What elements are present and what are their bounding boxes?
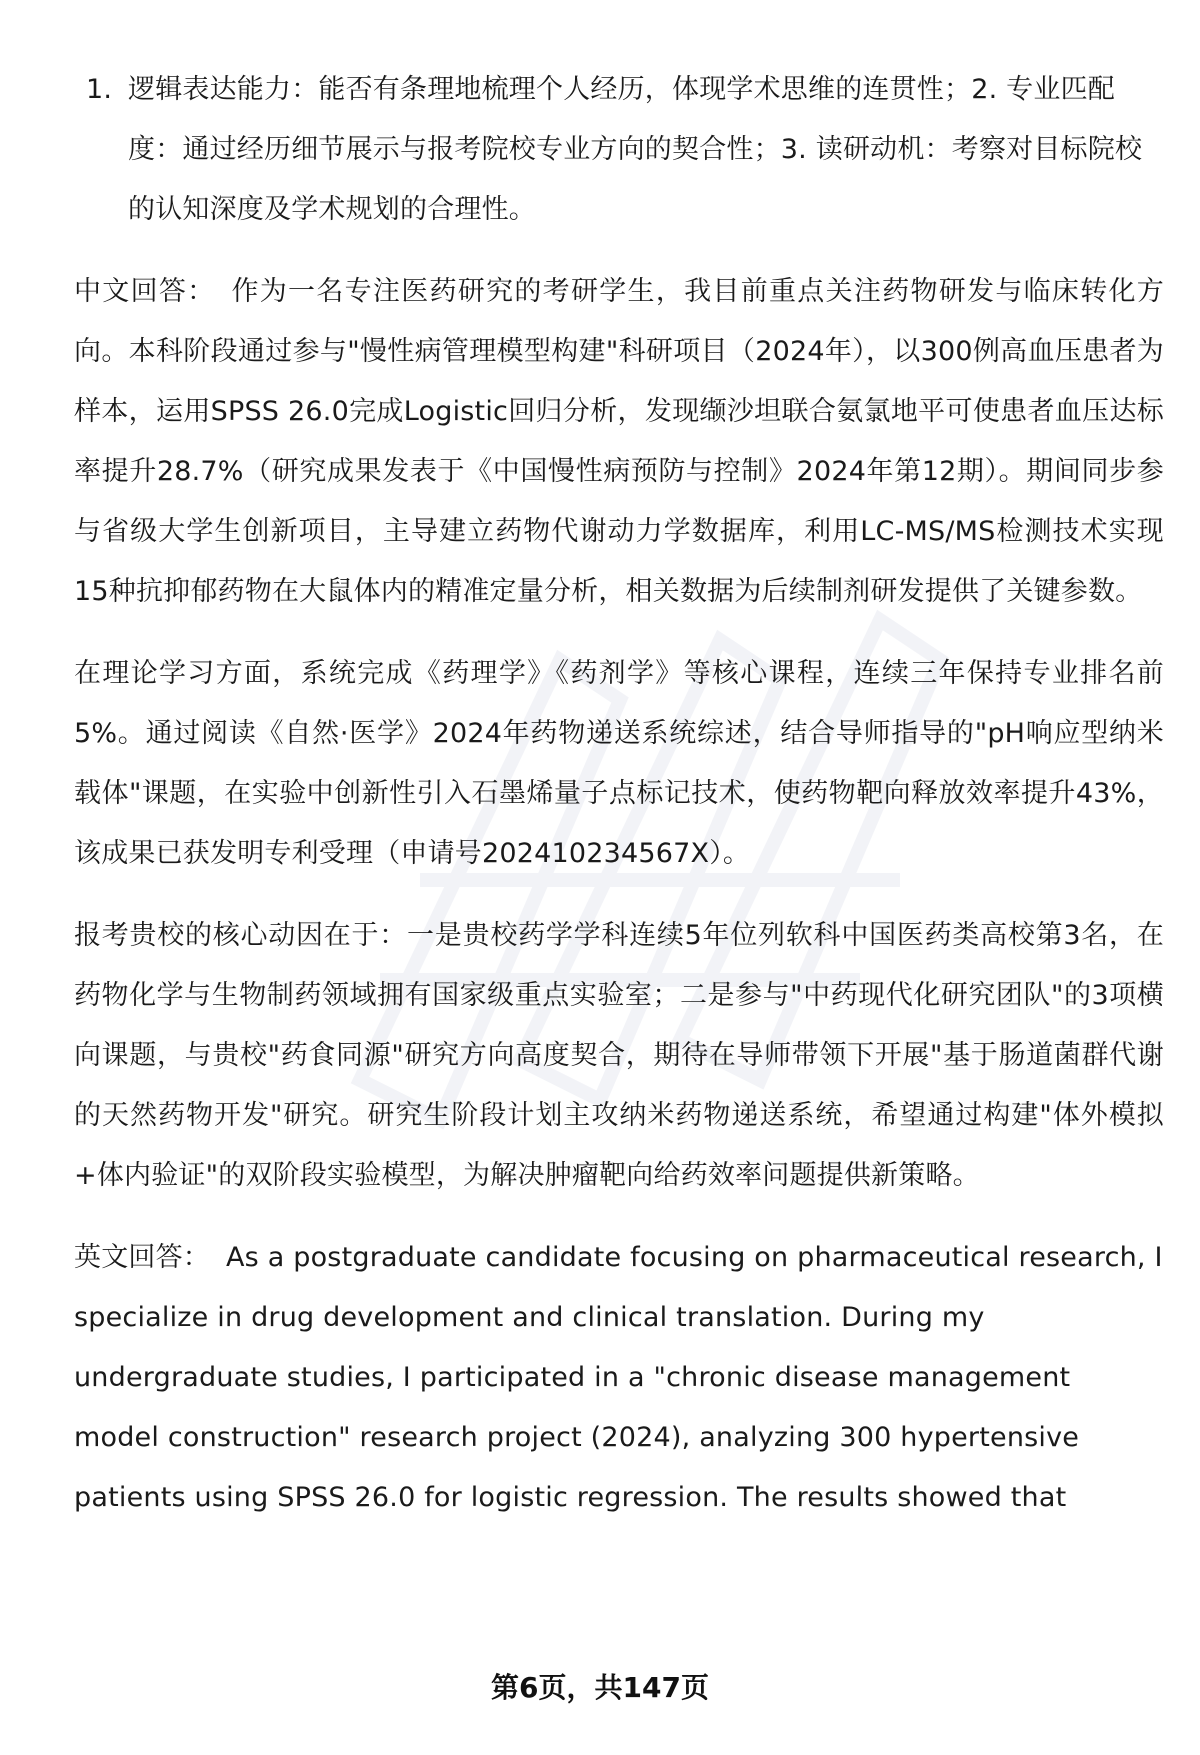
english-answer-label: 英文回答： xyxy=(74,1242,210,1273)
english-answer-text: As a postgraduate candidate focusing on pharmaceutical research, I specialize in drug development and clinical translation. During my undergraduate studies, I participated in a "chronic disease management model construction" research project (2024), analyzing 300 hypertensive patients using SPSS 26.0 for logistic regression. The results showed that xyxy=(74,1242,1163,1513)
theory-study-paragraph: 在理论学习方面，系统完成《药理学》《药剂学》等核心课程，连续三年保持专业排名前5%。通过阅读《自然·医学》2024年药物递送系统综述，结合导师指导的"pH响应型纳米载体"课题，在实验中创新性引入石墨烯量子点标记技术，使药物靶向释放效率提升43%，该成果已获发明专利受理（申请号202410234567X）。 xyxy=(74,658,1164,869)
motivation-paragraph: 报考贵校的核心动因在于：一是贵校药学学科连续5年位列软科中国医药类高校第3名，在药物化学与生物制药领域拥有国家级重点实验室；二是参与"中药现代化研究团队"的3项横向课题，与贵校"药食同源"研究方向高度契合，期待在导师带领下开展"基于肠道菌群代谢的天然药物开发"研究。研究生阶段计划主攻纳米药物递送系统，希望通过构建"体外模拟+体内验证"的双阶段实验模型，为解决肿瘤靶向给药效率问题提供新策略。 xyxy=(74,920,1164,1191)
chinese-answer-text: 作为一名专注医药研究的考研学生，我目前重点关注药物研发与临床转化方向。本科阶段通过参与"慢性病管理模型构建"科研项目（2024年），以300例高血压患者为样本，运用SPSS 26.0完成Logistic回归分析，发现缬沙坦联合氨氯地平可使患者血压达标率提升28.7%（研究成果发表于《中国慢性病预防与控制》2024年第12期）。期间同步参与省级大学生创新项目，主导建立药物代谢动力学数据库，利用LC-MS/MS检测技术实现15种抗抑郁药物在大鼠体内的精准定量分析，相关数据为后续制剂研发提供了关键参数。 xyxy=(74,276,1164,607)
list-number: 1. xyxy=(86,74,113,105)
page-number-footer: 第6页，共147页 xyxy=(491,1671,709,1704)
criteria-text: 逻辑表达能力：能否有条理地梳理个人经历，体现学术思维的连贯性；2. 专业匹配度：通过经历细节展示与报考院校专业方向的契合性；3. 读研动机：考察对目标院校的认知深度及学术规划的合理性。 xyxy=(128,74,1143,225)
chinese-answer-paragraph xyxy=(74,262,1164,622)
criteria-list-item xyxy=(74,60,1164,240)
document-body xyxy=(74,60,1164,1528)
chinese-answer-label: 中文回答： xyxy=(74,276,216,307)
english-answer-paragraph xyxy=(74,1228,1164,1528)
